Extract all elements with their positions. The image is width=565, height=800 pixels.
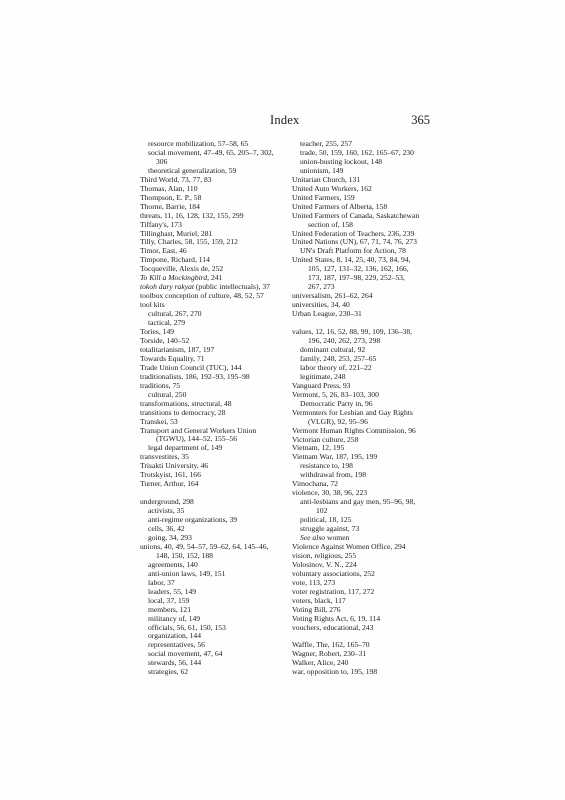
index-entry: traditions, 75 <box>140 380 181 390</box>
index-subentry: anti-lesbians and gay men, 95–96, 98, <box>300 497 416 507</box>
index-entry: voter registration, 117, 272 <box>292 586 375 596</box>
index-subentry: struggle against, 73 <box>300 524 360 534</box>
index-entry: Vietnam War, 187, 195, 199 <box>292 452 378 462</box>
index-subentry: militancy of, 149 <box>148 613 201 623</box>
index-entry: vote, 113, 273 <box>292 577 336 587</box>
index-entry: Turner, Arthur, 164 <box>140 479 199 489</box>
index-entry: traditionalists, 186, 192–93, 195–98 <box>140 371 250 381</box>
index-entry: United Nations (UN), 67, 71, 74, 76, 273 <box>292 237 417 247</box>
index-entry: Tilly, Charles, 58, 155, 159, 212 <box>140 237 238 247</box>
index-entry: Towards Equality, 71 <box>140 353 205 363</box>
index-subentry: social movement, 47, 64 <box>148 649 223 659</box>
index-subentry: family, 248, 253, 257–65 <box>300 353 377 363</box>
index-subentry: section of, 158 <box>308 219 353 229</box>
index-entry: Transport and General Workers Union <box>140 425 257 435</box>
index-subentry: anti-union laws, 149, 151 <box>148 568 226 578</box>
index-entry: values, 12, 16, 52, 88, 99, 109, 136–38, <box>292 327 413 337</box>
index-subentry: social movement, 47–49, 65, 205–7, 302, <box>148 147 274 157</box>
index-entry: Urban League, 230–31 <box>292 309 362 319</box>
index-entry: Tillinghast, Muriel, 281 <box>140 228 213 238</box>
index-entry: toolbox conception of culture, 48, 52, 57 <box>140 291 264 301</box>
index-subentry: leaders, 55, 149 <box>148 586 197 596</box>
index-entry: tool kits <box>140 300 165 310</box>
index-subentry: legitimate, 248 <box>300 371 346 381</box>
index-entry: Unitarian Church, 131 <box>292 174 361 184</box>
index-entry: Vermonters for Lesbian and Gay Rights <box>292 407 413 417</box>
italic-term: To Kill a Mockingbird <box>140 273 208 283</box>
index-subentry: strategies, 62 <box>148 667 189 677</box>
index-entry: Timpone, Richard, 114 <box>140 255 210 265</box>
index-entry: Trotskyist, 161, 166 <box>140 470 201 480</box>
index-subentry: theoretical generalization, 59 <box>148 165 237 175</box>
index-entry: Voting Bill, 276 <box>292 604 341 614</box>
index-entry: United Auto Workers, 162 <box>292 183 372 193</box>
index-subentry: dominant cultural, 92 <box>300 344 366 354</box>
index-entry: Torside, 140–52 <box>140 335 190 345</box>
index-subentry: cultural, 250 <box>148 389 187 399</box>
index-entry: United States, 8, 14, 25, 40, 73, 84, 94, <box>292 255 411 265</box>
index-subentry: members, 121 <box>148 604 192 614</box>
index-subentry: 173, 187, 197–98, 229, 252–53, <box>308 273 405 283</box>
index-subentry: teacher, 255, 257 <box>300 139 352 148</box>
italic-term: tokoh dary rakyat <box>140 282 194 292</box>
index-subentry: 267, 273 <box>308 282 335 292</box>
index-subentry: cells, 36, 42 <box>148 524 185 534</box>
index-entry: United Farmers of Alberta, 158 <box>292 201 388 211</box>
index-entry: underground, 298 <box>140 497 194 507</box>
index-subentry: resistance to, 198 <box>300 461 353 471</box>
index-subentry: tactical, 279 <box>148 318 186 328</box>
index-entry: Timor, East, 46 <box>140 246 187 256</box>
index-entry: Wagner, Robert, 230–31 <box>292 649 367 659</box>
index-subentry: 102 <box>316 506 328 516</box>
index-entry: United Farmers, 159 <box>292 192 355 202</box>
index-entry: Transkei, 53 <box>140 416 178 426</box>
index-entry: voluntary associations, 252 <box>292 568 375 578</box>
index-subentry: cultural, 267, 270 <box>148 309 202 319</box>
index-subentry: 306 <box>156 156 168 166</box>
index-entry: unions, 40, 49, 54–57, 59–62, 64, 145–46, <box>140 541 269 551</box>
index-subentry: political, 18, 125 <box>300 515 352 525</box>
index-entry: totalitarianism, 187, 197 <box>140 344 215 354</box>
index-entry: Thomas, Alan, 110 <box>140 183 198 193</box>
index-entry: violence, 30, 38, 96, 223 <box>292 488 368 498</box>
index-entry: voters, black, 117 <box>292 595 346 605</box>
page-number: 365 <box>411 113 430 127</box>
index-subentry: 105, 127, 131–32, 136, 162, 166, <box>308 264 409 274</box>
index-entry: Tiffany's, 173 <box>140 219 182 229</box>
entry-locators: (public intellectuals), 37 <box>194 282 270 292</box>
page-title: Index <box>270 113 300 127</box>
index-subentry: local, 37, 159 <box>148 595 190 605</box>
index-subentry: officials, 56, 61, 150, 153 <box>148 622 226 632</box>
index-subentry: union-busting lockout, 148 <box>300 156 383 166</box>
italic-term: See also <box>300 532 326 542</box>
index-entry: Third World, 73, 77, 83 <box>140 174 212 184</box>
index-entry: Vermont Human Rights Commission, 96 <box>292 425 416 435</box>
index-entry: Violence Against Women Office, 294 <box>292 541 406 551</box>
entry-locators: , 241 <box>207 273 223 283</box>
index-subentry: 148, 150, 152, 188 <box>156 550 213 560</box>
index-entry: universities, 34, 40 <box>292 300 350 310</box>
index-subentry: going, 34, 293 <box>148 532 192 542</box>
index-subentry: labor theory of, 221–22 <box>300 362 372 372</box>
index-subentry: agreements, 140 <box>148 559 198 569</box>
index-subentry: UN's Draft Platform for Action, 78 <box>300 246 406 256</box>
index-entry: transformations, structural, 48 <box>140 398 232 408</box>
index-subentry: representatives, 56 <box>148 640 205 650</box>
index-subentry: Democratic Party in, 96 <box>300 398 373 408</box>
index-entry: Tories, 149 <box>140 327 175 337</box>
index-subentry: labor, 37 <box>148 577 175 587</box>
index-subentry: (TGWU), 144–52, 155–56 <box>156 434 237 444</box>
index-entry: vision, religious, 255 <box>292 550 357 560</box>
index-entry: Walker, Alice, 240 <box>292 658 349 668</box>
index-column-right <box>292 140 442 677</box>
index-subentry: organization, 144 <box>148 631 202 641</box>
index-subentry: legal department of, 149 <box>148 443 223 453</box>
index-entry: Vimochana, 72 <box>292 479 338 489</box>
index-subentry: resource mobilization, 57–58, 65 <box>148 139 249 148</box>
index-subentry: 196, 240, 262, 273, 298 <box>308 336 381 346</box>
index-subentry: (VLGR), 92, 95–96 <box>308 416 368 426</box>
index-column-left <box>140 140 290 677</box>
index-entry: Trade Union Council (TUC), 144 <box>140 362 242 372</box>
index-entry: Trisakti University, 46 <box>140 461 209 471</box>
index-subentry: unionism, 149 <box>300 165 344 175</box>
index-entry: universalism, 261–62, 264 <box>292 291 373 301</box>
index-entry: threats, 11, 16, 128, 132, 155, 299 <box>140 210 244 220</box>
index-entry: transvestites, 35 <box>140 452 189 462</box>
index-subentry: trade, 50, 159, 160, 162, 165–67, 230 <box>300 147 414 157</box>
index-entry: Vietnam, 12, 195 <box>292 443 345 453</box>
index-entry: Tocqueville, Alexis de, 252 <box>140 264 224 274</box>
index-entry: Vermont, 5, 26, 83–103, 300 <box>292 389 379 399</box>
index-subentry: anti-regime organizations, 39 <box>148 515 238 525</box>
index-entry: United Federation of Teachers, 236, 239 <box>292 228 415 238</box>
entry-locators: women <box>325 532 350 542</box>
index-entry: vouchers, educational, 243 <box>292 622 374 632</box>
index-subentry: stewards, 56, 144 <box>148 658 202 668</box>
index-entry: war, opposition to, 195, 198 <box>292 667 378 677</box>
index-entry: Volosinov, V. N., 224 <box>292 559 357 569</box>
index-entry: Victorian culture, 258 <box>292 434 359 444</box>
running-header <box>140 113 430 129</box>
index-entry: Vanguard Press, 93 <box>292 380 351 390</box>
index-subentry: activists, 35 <box>148 506 185 516</box>
index-entry: United Farmers of Canada, Saskatchewan <box>292 210 420 220</box>
index-entry: Thompson, E. P., 58 <box>140 192 202 202</box>
index-entry: Waffle, The, 162, 165–70 <box>292 640 370 650</box>
index-entry: Voting Rights Act, 6, 19, 114 <box>292 613 381 623</box>
index-entry: Thorne, Barrie, 184 <box>140 201 200 211</box>
index-entry: transitions to democracy, 28 <box>140 407 226 417</box>
index-subentry: withdrawal from, 198 <box>300 470 367 480</box>
